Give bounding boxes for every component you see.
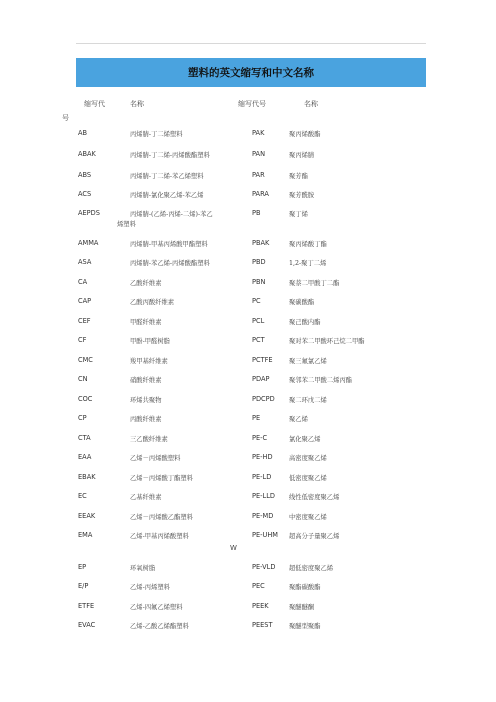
abbr-right: PCL [252, 317, 265, 325]
header-code-1: 缩写代 [84, 100, 105, 108]
name-right: 聚丁烯 [289, 211, 308, 218]
abbr-right: PEC [252, 582, 265, 590]
abbr-right: PB [252, 209, 261, 217]
table-row [0, 434, 496, 448]
name-right: 低密度聚乙烯 [289, 475, 327, 482]
name-left: 乙基纤维素 [130, 494, 162, 501]
abbr-left: EP [78, 563, 87, 571]
name-left: 甲醛纤维素 [130, 319, 162, 326]
abbr-left: EC [78, 492, 87, 500]
name-left: 丙烯腈-苯乙烯-丙烯酸酯塑料 [130, 260, 210, 267]
abbr-right: PEEK [252, 602, 269, 610]
abbr-left: E/P [78, 582, 89, 590]
name-left: 环烯共聚物 [130, 397, 162, 404]
abbr-left: CF [78, 336, 87, 344]
name-left: 羧甲基纤维素 [130, 358, 168, 365]
table-row [0, 190, 496, 204]
abbr-left: CEF [78, 317, 91, 325]
name-left: 丙酸纤维素 [130, 416, 162, 423]
name-left: 乙烯－丙烯酸乙酯塑料 [130, 514, 193, 521]
abbr-left: COC [78, 395, 93, 403]
name-right: 聚丙烯腈 [289, 152, 315, 159]
abbr-right: PBN [252, 278, 266, 286]
name-left: 乙烯－丙烯酸塑料 [130, 455, 181, 462]
name-left: 三乙酸纤维素 [130, 436, 168, 443]
abbr-right: PE-LLD [252, 492, 275, 500]
name-right: 聚丙烯酸酯 [289, 131, 321, 138]
header-code-2: 缩写代号 [238, 100, 266, 108]
name-left: 乙烯-丙烯塑料 [130, 584, 170, 591]
abbr-left: CTA [78, 434, 91, 442]
abbr-right: PC [252, 297, 261, 305]
wrapped-name-continuation: 烯塑料 [117, 221, 136, 228]
abbr-right: PEEST [252, 621, 273, 629]
name-right: 聚丙烯酸丁酯 [289, 241, 327, 248]
table-row [0, 531, 496, 545]
name-left: 乙烯－丙烯酸丁酯塑料 [130, 475, 193, 482]
abbr-left: EBAK [78, 473, 96, 481]
abbr-left: CN [78, 375, 88, 383]
name-right: 聚萘二甲酸丁二酯 [289, 280, 340, 287]
abbr-right: PE-HD [252, 453, 273, 461]
name-right: 聚碳酸酯 [289, 299, 315, 306]
abbr-right: PBD [252, 258, 266, 266]
name-right: 聚对苯二甲酸环己烷二甲酯 [289, 338, 365, 345]
name-left: 乙酸丙酸纤维素 [130, 299, 175, 306]
name-right: 聚芳酰胺 [289, 192, 315, 199]
name-right: 1,2-聚丁二烯 [289, 260, 327, 267]
name-left: 丙烯腈-丁二烯-苯乙烯塑料 [130, 173, 204, 180]
title-banner [76, 58, 426, 87]
abbr-right: PDCPD [252, 395, 275, 403]
abbr-right: PE-MD [252, 512, 274, 520]
table-row [0, 317, 496, 331]
name-left: 乙酸纤维素 [130, 280, 162, 287]
header-name-1: 名称 [130, 100, 144, 108]
abbr-left: AEPDS [78, 209, 100, 217]
name-right: 超高分子量聚乙烯 [289, 533, 340, 540]
table-row [0, 278, 496, 292]
name-left: 环氧树脂 [130, 565, 156, 572]
abbr-left: EAA [78, 453, 92, 461]
name-left: 乙烯-四氟乙烯塑料 [130, 604, 183, 611]
abbr-right: PARA [252, 190, 269, 198]
table-row [0, 356, 496, 370]
name-left: 甲酚-甲醛树脂 [130, 338, 170, 345]
table-row [0, 171, 496, 185]
abbr-right: PAK [252, 129, 265, 137]
table-row [0, 297, 496, 311]
name-right: 聚芳酯 [289, 173, 308, 180]
abbr-left: CMC [78, 356, 93, 364]
name-left: 乙烯-甲基丙烯酸塑料 [130, 533, 189, 540]
table-row [0, 492, 496, 506]
name-left: 丙烯腈-丁二烯-丙烯酸酯塑料 [130, 152, 210, 159]
header-name-2: 名称 [304, 100, 318, 108]
abbr-right: PE [252, 414, 261, 422]
table-row [0, 336, 496, 350]
abbr-left: AMMA [78, 239, 99, 247]
table-row [0, 582, 496, 596]
header-code-1-wrap: 号 [62, 114, 69, 122]
name-left: 硝酸纤维素 [130, 377, 162, 384]
table-row [0, 621, 496, 635]
table-row [0, 239, 496, 253]
table-row [0, 150, 496, 164]
table-row [0, 602, 496, 616]
name-right: 氯化聚乙烯 [289, 436, 321, 443]
abbr-left: ASA [78, 258, 92, 266]
abbr-right: PBAK [252, 239, 270, 247]
abbr-right: PCT [252, 336, 265, 344]
table-row [0, 563, 496, 577]
name-left: 丙烯腈-(乙烯-丙烯-二烯)-苯乙 [130, 211, 213, 218]
table-row [0, 395, 496, 409]
abbr-right: PE-VLD [252, 563, 276, 571]
name-left: 丙烯腈-氯化聚乙烯-苯乙烯 [130, 192, 204, 199]
abbr-left: EMA [78, 531, 93, 539]
abbr-right: PCTFE [252, 356, 273, 364]
abbr-left: CAP [78, 297, 92, 305]
abbr-right: PE-UHM [252, 531, 278, 539]
abbr-left: ABS [78, 171, 92, 179]
abbr-left: ETFE [78, 602, 95, 610]
abbr-right: PDAP [252, 375, 270, 383]
abbr-right: PE-LD [252, 473, 272, 481]
name-right: 聚醚醚酮 [289, 604, 315, 611]
table-row [0, 375, 496, 389]
abbr-left: EEAK [78, 512, 96, 520]
name-right: 高密度聚乙烯 [289, 455, 327, 462]
name-right: 聚邻苯二甲酸二烯丙酯 [289, 377, 352, 384]
name-right: 聚酯碳酸酯 [289, 584, 321, 591]
abbr-left: AB [78, 129, 88, 137]
abbr-right: PAN [252, 150, 265, 158]
table-row [0, 512, 496, 526]
table-row [0, 258, 496, 272]
table-row [0, 453, 496, 467]
abbr-left: ACS [78, 190, 92, 198]
abbr-right: PAR [252, 171, 265, 179]
table-row [0, 209, 496, 223]
name-right: 聚三氟氯乙烯 [289, 358, 327, 365]
top-rule [76, 43, 426, 44]
name-right: 聚乙烯 [289, 416, 308, 423]
table-row [0, 129, 496, 143]
stray-mark: W [230, 544, 237, 552]
abbr-left: EVAC [78, 621, 96, 629]
page-title: 塑料的英文缩写和中文名称 [188, 67, 314, 79]
name-left: 丙烯腈-甲基丙烯酸甲酯塑料 [130, 241, 208, 248]
table-row [0, 473, 496, 487]
name-right: 超低密度聚乙烯 [289, 565, 334, 572]
name-left: 乙烯-乙酸乙烯酯塑料 [130, 623, 189, 630]
name-right: 中密度聚乙烯 [289, 514, 327, 521]
abbr-left: CA [78, 278, 88, 286]
table-row [0, 414, 496, 428]
name-left: 丙烯腈-丁二烯塑料 [130, 131, 183, 138]
name-right: 聚醚型聚酯 [289, 623, 321, 630]
name-right: 线性低密度聚乙烯 [289, 494, 340, 501]
abbr-left: ABAK [78, 150, 96, 158]
abbr-right: PE-C [252, 434, 268, 442]
name-right: 聚二环戊二烯 [289, 397, 327, 404]
name-right: 聚己酸内酯 [289, 319, 321, 326]
abbr-left: CP [78, 414, 87, 422]
